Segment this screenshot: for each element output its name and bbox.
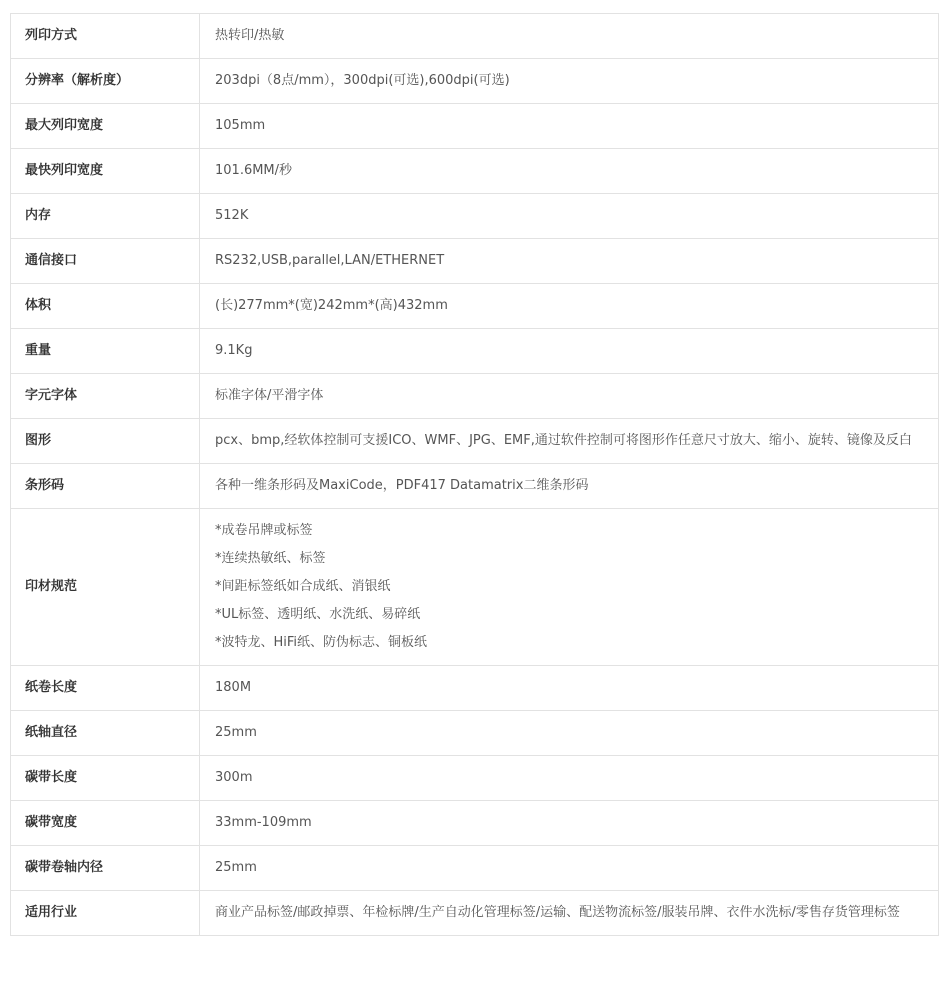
spec-value: 180M xyxy=(200,666,939,711)
table-row xyxy=(11,14,939,59)
spec-value: 商业产品标签/邮政掉票、年检标牌/生产自动化管理标签/运输、配送物流标签/服装吊牌、衣件水洗标/零售存货管理标签 xyxy=(200,891,939,936)
spec-label: 分辨率（解析度） xyxy=(11,59,200,104)
spec-label: 字元字体 xyxy=(11,374,200,419)
spec-label: 碳带长度 xyxy=(11,756,200,801)
spec-value: 33mm-109mm xyxy=(200,801,939,846)
table-row xyxy=(11,374,939,419)
spec-value: 9.1Kg xyxy=(200,329,939,374)
list-item: *波特龙、HiFi纸、防伪标志、铜板纸 xyxy=(215,635,428,650)
table-row xyxy=(11,419,939,464)
spec-value: 512K xyxy=(200,194,939,239)
spec-value: pcx、bmp,经软体控制可支援ICO、WMF、JPG、EMF,通过软件控制可将图形作任意尺寸放大、缩小、旋转、镜像及反白 xyxy=(200,419,939,464)
table-row xyxy=(11,59,939,104)
list-item: *成卷吊牌或标签 xyxy=(215,523,313,538)
spec-value: 105mm xyxy=(200,104,939,149)
spec-value: 101.6MM/秒 xyxy=(200,149,939,194)
spec-label: 列印方式 xyxy=(11,14,200,59)
spec-label: 纸轴直径 xyxy=(11,711,200,756)
table-row xyxy=(11,891,939,936)
spec-label: 纸卷长度 xyxy=(11,666,200,711)
list-item: *UL标签、透明纸、水洗纸、易碎纸 xyxy=(215,607,421,622)
table-row xyxy=(11,194,939,239)
table-row xyxy=(11,464,939,509)
spec-value: 25mm xyxy=(200,846,939,891)
spec-label: 条形码 xyxy=(11,464,200,509)
spec-value: 标准字体/平滑字体 xyxy=(200,374,939,419)
table-row xyxy=(11,239,939,284)
spec-value: RS232,USB,parallel,LAN/ETHERNET xyxy=(200,239,939,284)
spec-label: 碳带卷轴内径 xyxy=(11,846,200,891)
spec-value: 热转印/热敏 xyxy=(200,14,939,59)
table-row xyxy=(11,711,939,756)
table-row xyxy=(11,284,939,329)
spec-label: 内存 xyxy=(11,194,200,239)
spec-label: 体积 xyxy=(11,284,200,329)
spec-label: 图形 xyxy=(11,419,200,464)
spec-label: 碳带宽度 xyxy=(11,801,200,846)
table-row xyxy=(11,104,939,149)
list-item: *连续热敏纸、标签 xyxy=(215,551,326,566)
table-row xyxy=(11,509,939,666)
spec-label: 最大列印宽度 xyxy=(11,104,200,149)
spec-table xyxy=(10,13,939,936)
table-row xyxy=(11,149,939,194)
spec-label: 通信接口 xyxy=(11,239,200,284)
spec-value: (长)277mm*(宽)242mm*(高)432mm xyxy=(200,284,939,329)
spec-value: 300m xyxy=(200,756,939,801)
spec-label: 重量 xyxy=(11,329,200,374)
spec-label: 最快列印宽度 xyxy=(11,149,200,194)
table-row xyxy=(11,846,939,891)
spec-value: 各种一维条形码及MaxiCode，PDF417 Datamatrix二维条形码 xyxy=(200,464,939,509)
list-item: *间距标签纸如合成纸、消银纸 xyxy=(215,579,391,594)
table-row xyxy=(11,329,939,374)
spec-value: 25mm xyxy=(200,711,939,756)
spec-label: 适用行业 xyxy=(11,891,200,936)
table-row xyxy=(11,666,939,711)
spec-label: 印材规范 xyxy=(11,509,200,666)
spec-value: 203dpi（8点/mm），300dpi(可选),600dpi(可选) xyxy=(200,59,939,104)
table-row xyxy=(11,801,939,846)
table-row xyxy=(11,756,939,801)
spec-value-list xyxy=(200,509,939,666)
